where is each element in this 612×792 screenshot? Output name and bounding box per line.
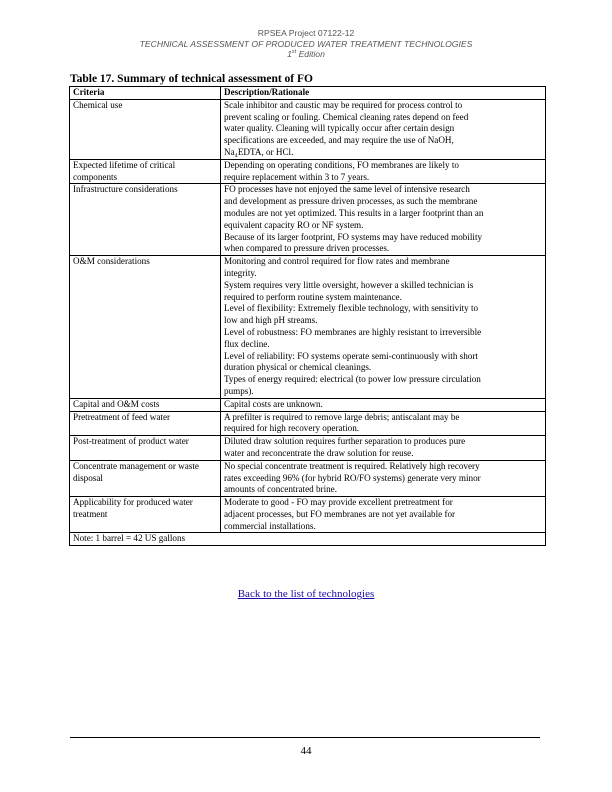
description-line: System requires very little oversight, however a skilled technician is bbox=[224, 279, 474, 290]
description-cell bbox=[221, 460, 546, 496]
description-line: No special concentrate treatment is required. Relatively high recovery bbox=[224, 460, 480, 471]
description-line: FO processes have not enjoyed the same level of intensive research bbox=[224, 184, 470, 195]
description-line: Capital costs are unknown. bbox=[224, 398, 323, 409]
description-cell bbox=[221, 184, 546, 256]
table-row bbox=[70, 411, 546, 436]
page-number: 44 bbox=[300, 745, 312, 757]
description-line: Moderate to good - FO may provide excellent pretreatment for bbox=[224, 497, 453, 508]
description-line: equivalent capacity RO or NF system. bbox=[224, 219, 364, 230]
criteria-cell: Chemical use bbox=[70, 99, 221, 159]
description-line: Na₄EDTA, or HCl. bbox=[224, 146, 294, 157]
description-line: integrity. bbox=[224, 267, 257, 278]
table-note: Note: 1 barrel = 42 US gallons bbox=[70, 533, 546, 546]
description-line: Types of energy required: electrical (to power low pressure circulation bbox=[224, 374, 481, 385]
description-cell bbox=[221, 99, 546, 159]
report-subtitle: TECHNICAL ASSESSMENT OF PRODUCED WATER TREATMENT TECHNOLOGIES bbox=[139, 38, 473, 49]
table-row bbox=[70, 256, 546, 399]
table-row bbox=[70, 398, 546, 411]
description-line: flux decline. bbox=[224, 338, 270, 349]
description-line: prevent scaling or fouling. Chemical cleaning rates depend on feed bbox=[224, 111, 469, 122]
edition-label bbox=[0, 49, 612, 60]
description-cell bbox=[221, 159, 546, 184]
description-cell bbox=[221, 398, 546, 411]
description-line: Scale inhibitor and caustic may be required for process control to bbox=[224, 99, 463, 110]
description-cell bbox=[221, 497, 546, 533]
description-line: low and high pH streams. bbox=[224, 315, 318, 326]
fo-assessment-table bbox=[69, 86, 546, 546]
footer-link-container bbox=[0, 588, 612, 600]
description-line: specifications are exceeded, and may require the use of NaOH, bbox=[224, 135, 454, 146]
description-line: when compared to pressure driven processes. bbox=[224, 243, 390, 254]
table-row bbox=[70, 184, 546, 256]
description-line: rates exceeding 96% (for hybrid RO/FO systems) generate very minor bbox=[224, 472, 481, 483]
edition-number: 1 bbox=[287, 49, 292, 59]
description-line: and development as pressure driven processes, as such the membrane bbox=[224, 196, 478, 207]
criteria-cell: Capital and O&M costs bbox=[70, 398, 221, 411]
criteria-cell: Pretreatment of feed water bbox=[70, 411, 221, 436]
description-line: adjacent processes, but FO membranes are not yet available for bbox=[224, 508, 456, 519]
description-column-header: Description/Rationale bbox=[221, 87, 546, 100]
criteria-cell: Expected lifetime of critical components bbox=[70, 159, 221, 184]
description-line: Level of reliability: FO systems operate semi-continuously with short bbox=[224, 350, 478, 361]
page-header bbox=[0, 28, 612, 60]
criteria-cell: Concentrate management or waste disposal bbox=[70, 460, 221, 496]
criteria-cell: Post-treatment of product water bbox=[70, 436, 221, 461]
description-line: commercial installations. bbox=[224, 520, 316, 531]
table-title: Table 17. Summary of technical assessment of FO bbox=[70, 73, 313, 85]
edition-superscript: st bbox=[291, 49, 297, 56]
table-row bbox=[70, 460, 546, 496]
description-line: A prefilter is required to remove large debris; antiscalant may be bbox=[224, 411, 460, 422]
description-cell bbox=[221, 411, 546, 436]
description-line: Depending on operating conditions, FO membranes are likely to bbox=[224, 159, 459, 170]
description-line: Because of its larger footprint, FO systems may have reduced mobility bbox=[224, 231, 483, 242]
criteria-cell: Infrastructure considerations bbox=[70, 184, 221, 256]
description-line: water quality. Cleaning will typically occur after certain design bbox=[224, 123, 455, 134]
description-line: water and reconcentrate the draw solution for reuse. bbox=[224, 447, 414, 458]
table-row bbox=[70, 497, 546, 533]
back-to-technologies-link[interactable]: Back to the list of technologies bbox=[237, 588, 375, 600]
description-cell bbox=[221, 436, 546, 461]
description-line: required to perform routine system maintenance. bbox=[224, 291, 402, 302]
table-row bbox=[70, 99, 546, 159]
description-line: Level of flexibility: Extremely flexible technology, with sensitivity to bbox=[224, 303, 479, 314]
description-line: amounts of concentrated brine. bbox=[224, 484, 338, 495]
description-line: Diluted draw solution requires further separation to produces pure bbox=[224, 436, 466, 447]
table-row bbox=[70, 436, 546, 461]
note-row bbox=[70, 533, 546, 546]
table-header-row bbox=[70, 87, 546, 100]
description-line: Monitoring and control required for flow rates and membrane bbox=[224, 256, 450, 267]
description-cell bbox=[221, 256, 546, 399]
edition-word: Edition bbox=[296, 49, 325, 59]
description-line: require replacement within 3 to 7 years. bbox=[224, 171, 370, 182]
description-line: duration physical or chemical cleanings. bbox=[224, 362, 372, 373]
description-line: required for high recovery operation. bbox=[224, 423, 360, 434]
description-line: modules are not yet optimized. This results in a larger footprint than an bbox=[224, 207, 484, 218]
project-label: RPSEA Project 07122-12 bbox=[257, 28, 355, 38]
description-line: Level of robustness: FO membranes are highly resistant to irreversible bbox=[224, 326, 482, 337]
table-body bbox=[70, 99, 546, 533]
footer-divider bbox=[70, 737, 540, 738]
table-row bbox=[70, 159, 546, 184]
description-line: pumps). bbox=[224, 385, 254, 396]
criteria-cell: O&M considerations bbox=[70, 256, 221, 399]
criteria-cell: Applicability for produced water treatment bbox=[70, 497, 221, 533]
criteria-column-header: Criteria bbox=[70, 87, 221, 100]
